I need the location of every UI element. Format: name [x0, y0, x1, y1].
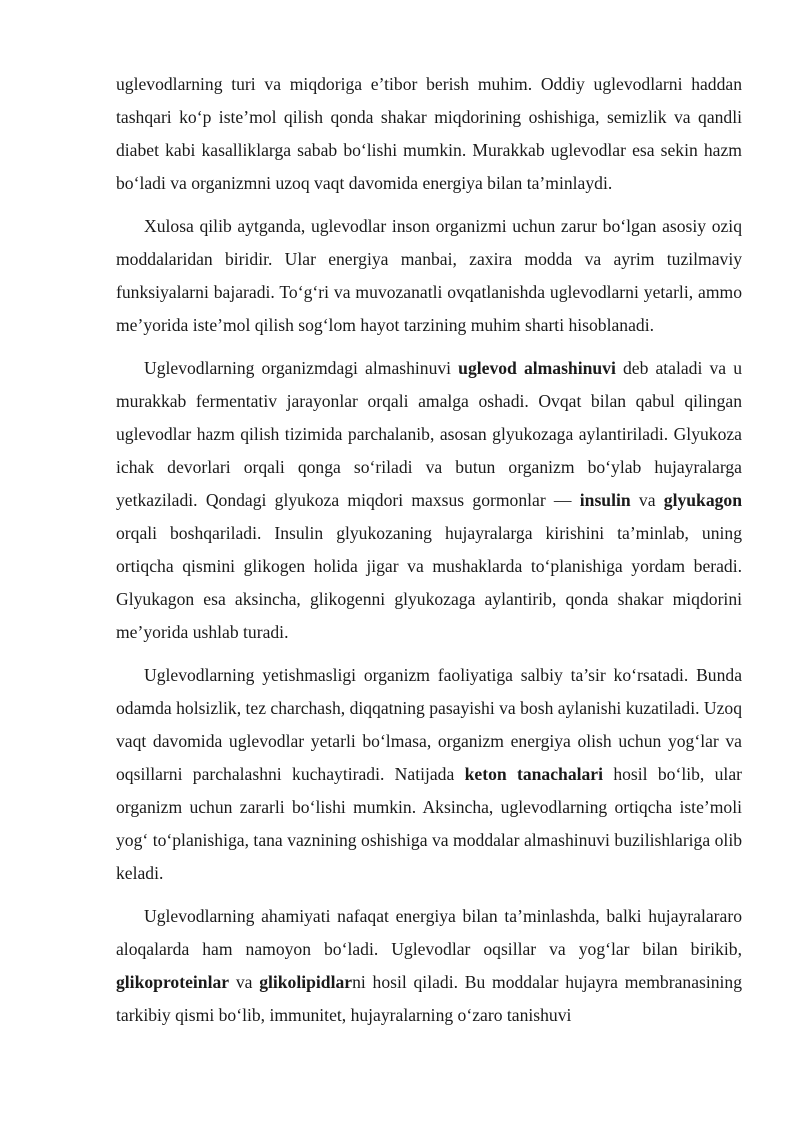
- text-run: va: [229, 972, 260, 992]
- bold-term: insulin: [579, 490, 631, 510]
- text-run: hosil bo‘lib, ular organizm uchun zararli bo‘lishi mumkin. Aksincha, uglevodlarning ortiqcha iste’moli yog‘ to‘planishiga, tana vaznining oshishiga va moddalar almashinuvi buzilishlariga olib keladi.: [116, 764, 742, 883]
- paragraph-2: [116, 210, 742, 342]
- text-run: uglevodlarning turi va miqdoriga e’tibor berish muhim. Oddiy uglevodlarni haddan tashqari ko‘p iste’mol qilish qonda shakar miqdorining oshishiga, semizlik va qandli diabet kabi kasalliklarga sabab bo‘lishi mumkin. Murakkab uglevodlar esa sekin hazm bo‘ladi va organizmni uzoq vaqt davomida energiya bilan ta’minlaydi.: [116, 74, 742, 193]
- paragraph-3: [116, 352, 742, 649]
- bold-term: keton tanachalari: [464, 764, 603, 784]
- document-page: [116, 68, 742, 1042]
- bold-term: glikoproteinlar: [116, 972, 230, 992]
- bold-term: glyukagon: [663, 490, 742, 510]
- text-run: va: [630, 490, 664, 510]
- text-run: ni hosil qiladi. Bu moddalar hujayra membranasining tarkibiy qismi bo‘lib, immunitet, hujayralarning o‘zaro tanishuvi: [116, 972, 743, 1025]
- text-run: Uglevodlarning yetishmasligi organizm faoliyatiga salbiy ta’sir ko‘rsatadi. Bunda odamda holsizlik, tez charchash, diqqatning pasayishi va bosh aylanishi kuzatiladi. Uzoq vaqt davomida uglevodlar yetarli bo‘lmasa, organizm energiya olish uchun yog‘lar va oqsillarni parchalashni kuchaytiradi. Natijada: [116, 665, 742, 784]
- text-run: deb ataladi va u murakkab fermentativ jarayonlar orqali amalga oshadi. Ovqat bilan qabul qilingan uglevodlar hazm qilish tizimida parchalanib, asosan glyukozaga aylantiriladi. Glyukoza ichak devorlari orqali qonga so‘riladi va butun organizm bo‘ylab hujayralarga yetkaziladi. Qondagi glyukoza miqdori maxsus gormonlar —: [116, 358, 742, 510]
- paragraph-4: [116, 659, 742, 890]
- text-run: Uglevodlarning organizmdagi almashinuvi: [144, 358, 459, 378]
- bold-term: uglevod almashinuvi: [458, 358, 616, 378]
- paragraph-5: [116, 900, 742, 1032]
- text-run: orqali boshqariladi. Insulin glyukozaning hujayralarga kirishini ta’minlab, uning ortiqcha qismini glikogen holida jigar va mushaklarda to‘planishiga yordam beradi. Glyukagon esa aksincha, glikogenni glyukozaga aylantirib, qonda shakar miqdorini me’yorida ushlab turadi.: [116, 523, 742, 642]
- text-run: Uglevodlarning ahamiyati nafaqat energiya bilan ta’minlashda, balki hujayralararo aloqalarda ham namoyon bo‘ladi. Uglevodlar oqsillar va yog‘lar bilan birikib,: [116, 906, 742, 959]
- paragraph-1: [116, 68, 742, 200]
- text-run: Xulosa qilib aytganda, uglevodlar inson organizmi uchun zarur bo‘lgan asosiy oziq moddalaridan biridir. Ular energiya manbai, zaxira modda va ayrim tuzilmaviy funksiyalarni bajaradi. To‘g‘ri va muvozanatli ovqatlanishda uglevodlarni yetarli, ammo me’yorida iste’mol qilish sog‘lom hayot tarzining muhim sharti hisoblanadi.: [116, 216, 742, 335]
- bold-term: glikolipidlar: [259, 972, 353, 992]
